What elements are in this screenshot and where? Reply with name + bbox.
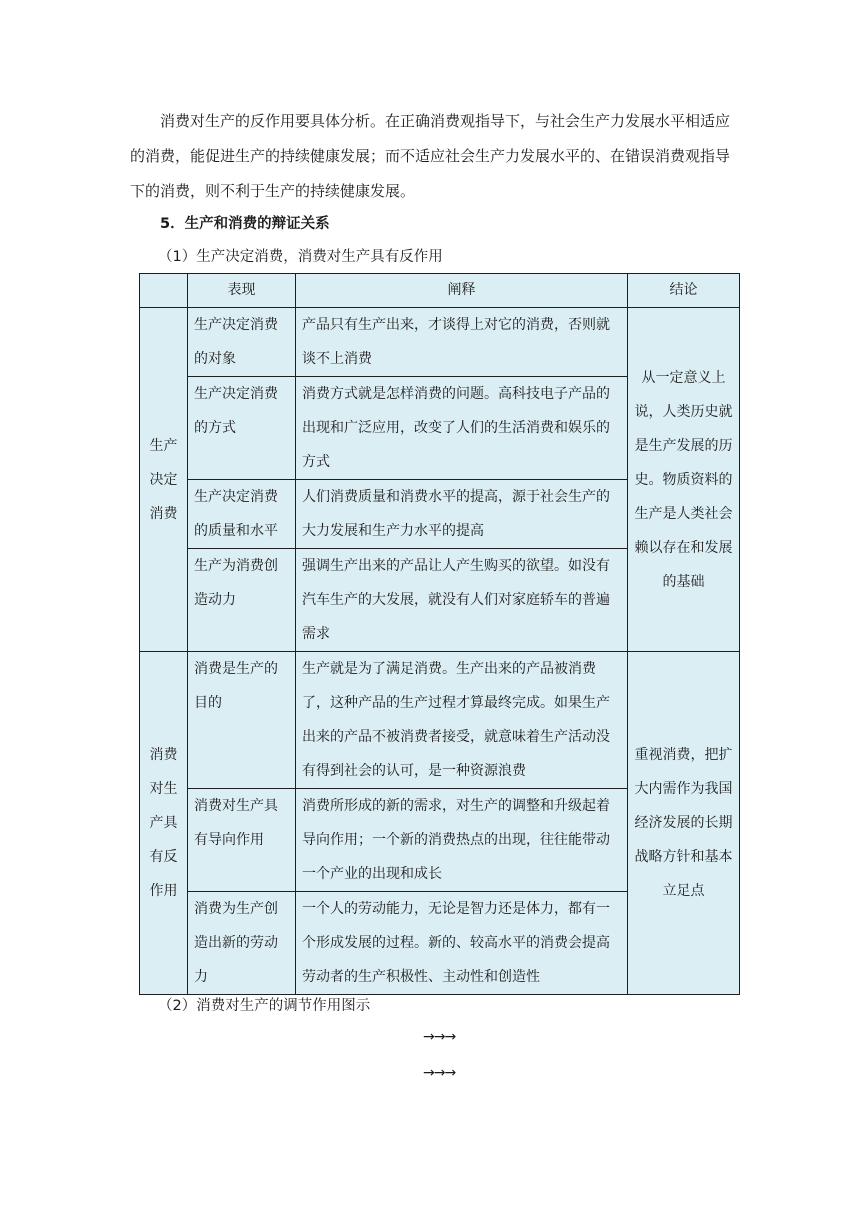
table-header-row [140, 274, 740, 308]
diagram-arrows-line-2: →→→ [423, 1065, 456, 1081]
row-explain: 强调生产出来的产品让人产生购买的欲望。如没有汽车生产的大发展，就没有人们对家庭轿车的普遍需求 [296, 549, 628, 652]
row-explain: 人们消费质量和消费水平的提高，源于社会生产的大力发展和生产力水平的提高 [296, 480, 628, 549]
header-cell-conclusion: 结论 [628, 274, 740, 308]
group-label-production: 生产决定消费 [140, 308, 188, 652]
subheading-2: （2）消费对生产的调节作用图示 [158, 998, 371, 1014]
row-explain: 消费所形成的新的需求，对生产的调整和升级起着导向作用；一个新的消费热点的出现，往往能带动一个产业的出现和成长 [296, 789, 628, 892]
section-heading: 5．生产和消费的辩证关系 [160, 216, 330, 232]
intro-paragraph: 消费对生产的反作用要具体分析。在正确消费观指导下，与社会生产力发展水平相适应的消费，能促进生产的持续健康发展；而不适应社会生产力发展水平的、在错误消费观指导下的消费，则不利于生产的持续健康发展。 [130, 112, 731, 200]
group-conclusion-production: 从一定意义上说，人类历史就是生产发展的历史。物质资料的生产是人类社会赖以存在和发展的基础 [628, 308, 740, 652]
row-item: 生产决定消费的质量和水平 [188, 480, 296, 549]
row-explain: 产品只有生产出来，才谈得上对它的消费，否则就谈不上消费 [296, 308, 628, 377]
row-item: 生产为消费创造动力 [188, 549, 296, 652]
row-explain: 生产就是为了满足消费。生产出来的产品被消费了，这种产品的生产过程才算最终完成。如果生产出来的产品不被消费者接受，就意味着生产活动没有得到社会的认可，是一种资源浪费 [296, 652, 628, 789]
production-consumption-table [139, 273, 740, 995]
header-cell-expression: 表现 [188, 274, 296, 308]
row-explain: 一个人的劳动能力，无论是智力还是体力，都有一个形成发展的过程。新的、较高水平的消费会提高劳动者的生产积极性、主动性和创造性 [296, 892, 628, 995]
table-row [140, 652, 740, 789]
row-item: 消费是生产的目的 [188, 652, 296, 789]
group-label-consumption: 消费对生产具有反作用 [140, 652, 188, 995]
header-cell-explanation: 阐释 [296, 274, 628, 308]
row-item: 生产决定消费的方式 [188, 377, 296, 480]
group-conclusion-consumption: 重视消费，把扩大内需作为我国经济发展的长期战略方针和基本立足点 [628, 652, 740, 995]
row-item: 消费对生产具有导向作用 [188, 789, 296, 892]
row-item: 生产决定消费的对象 [188, 308, 296, 377]
row-item: 消费为生产创造出新的劳动力 [188, 892, 296, 995]
table-row [140, 308, 740, 377]
diagram-arrows-line-1: →→→ [423, 1029, 456, 1045]
subheading-1: （1）生产决定消费，消费对生产具有反作用 [158, 249, 443, 265]
row-explain: 消费方式就是怎样消费的问题。高科技电子产品的出现和广泛应用，改变了人们的生活消费和娱乐的方式 [296, 377, 628, 480]
header-cell-empty [140, 274, 188, 308]
